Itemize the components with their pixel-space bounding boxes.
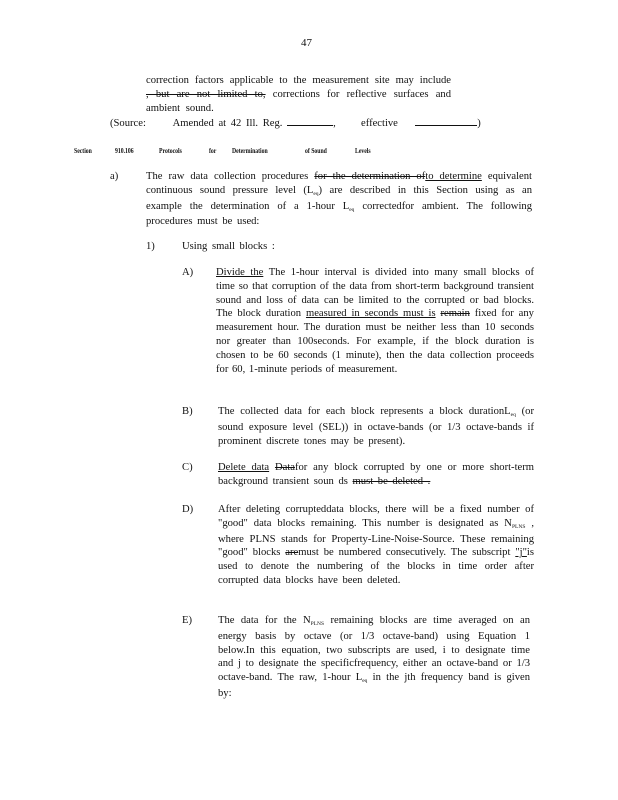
intro-text-end: corrections for reflective surfaces and ambient sound.	[146, 88, 451, 114]
item-a-text-1: The 1-hour interval is divided into many small blocks of time so that corruption of the data from short-term background transient sound and loss of data can be limited to the corrupted or bad blocks. The block duration	[216, 267, 534, 320]
intro-paragraph	[146, 74, 451, 115]
item-d-text-3: must be numbered consecutively. The subscript	[298, 547, 511, 559]
para-a-struck: for the determination of	[314, 171, 426, 182]
item-b-text	[218, 405, 534, 448]
item-e-subscript: PLNS	[310, 621, 325, 627]
item-e-text	[218, 614, 530, 701]
item-c-text	[218, 461, 534, 489]
effective-date-blank	[415, 125, 477, 126]
para-a-text-3: ) are described in this Section using as an example the determination of a 1-hour L	[146, 184, 532, 212]
item-c-struck-1: Data	[274, 462, 295, 473]
page-number: 47	[301, 37, 312, 49]
source-effective: effective	[361, 118, 398, 129]
item-d-inserted: "j"	[515, 547, 527, 559]
para-a-inserted: to determine	[425, 171, 482, 182]
item-e-text-3: in the jth frequency band is given by:	[218, 672, 530, 699]
para-a-subscript-1: eq	[313, 190, 319, 197]
source-amended: Amended at 42 Ill. Reg.	[172, 118, 283, 129]
para-a-text-4: correctedfor ambient. The following procedures must be used:	[146, 200, 532, 228]
section-title-word-2: for	[209, 147, 217, 155]
section-label: Section	[74, 147, 92, 155]
section-title-word-1: Protocols	[159, 147, 182, 155]
source-line: (Source: Amended at 42 Ill. Reg. , effective )	[110, 118, 481, 129]
section-title-word-5: Levels	[355, 147, 371, 155]
item-b-subscript: eq	[510, 412, 516, 418]
item-a-text	[216, 266, 534, 376]
source-open: (Source:	[110, 118, 146, 129]
item-c-text-1: for any block corrupted by one or more short-term background transient soun ds	[218, 462, 535, 487]
item-d-text-1: After deleting corrupteddata blocks, there will be a fixed number of "good" data blocks remaining. This number is designated as N	[218, 504, 534, 529]
intro-struck-text: , but are not limited to,	[146, 88, 266, 100]
item-a-inserted-2: measured in seconds must is	[305, 308, 436, 320]
item-1-text: Using small blocks :	[182, 241, 275, 252]
para-a-text-1: The raw data collection procedures	[146, 171, 309, 182]
item-a-struck: remain	[440, 308, 470, 320]
item-d-struck: are	[285, 547, 299, 559]
item-d-subscript: PLNS	[511, 523, 526, 530]
intro-text: correction factors applicable to the measurement site may include	[146, 75, 451, 86]
section-number: 910.106	[115, 147, 134, 155]
item-d-text	[218, 503, 534, 588]
register-blank	[287, 125, 333, 126]
item-c-struck-2: must be deleted .	[352, 475, 431, 487]
item-d-label: D)	[182, 504, 194, 515]
item-b-text-2: (or sound exposure level (SEL)) in octave-bands (or 1/3 octave-bands if prominent discrete tones may be present).	[218, 406, 534, 447]
item-b-label: B)	[182, 406, 193, 417]
section-title-word-3: Determination	[232, 147, 268, 155]
item-e-subscript-2: eq	[362, 678, 368, 685]
item-c-inserted: Delete data	[218, 462, 270, 473]
item-d-text-4: is used to denote the numbering of the blocks in time order after corrupted data blocks have been deleted.	[218, 547, 534, 586]
para-a-subscript-2: eq	[349, 206, 355, 213]
para-a-label: a)	[110, 171, 119, 182]
item-e-label: E)	[182, 615, 192, 626]
item-b-text-1: The collected data for each block represents a block durationL	[218, 406, 511, 417]
para-a-text	[146, 170, 532, 229]
para-a-text-2: equivalent continuous sound pressure level (L	[146, 171, 532, 196]
item-a-inserted-1: Divide the	[216, 267, 264, 278]
item-a-label: A)	[182, 267, 194, 278]
item-e-text-2: remaining blocks are time averaged on an energy basis by octave (or 1/3 octave-band) using Equation 1 below.In this equation, two subscripts are used, i to designate time and j to designate the specificfrequency, either an octave-band or 1/3 octave-band. The raw, 1-hour L	[218, 615, 530, 684]
item-e-text-1: The data for the N	[218, 615, 311, 626]
item-c-label: C)	[182, 462, 193, 473]
item-a-text-2: fixed for any measurement hour. The duration must be neither less than 10 seconds nor greater than 100seconds. For example, if the block duration is chosen to be 60 seconds (1 minute), then the data collection proceeds for 60, 1-minute periods of measurement.	[216, 308, 534, 375]
item-d-text-2: , where PLNS stands for Property-Line-Noise-Source. These remaining "good" blocks	[218, 517, 534, 559]
section-title-word-4: of Sound	[305, 147, 327, 155]
source-close: )	[477, 118, 481, 129]
item-1-label: 1)	[146, 241, 155, 252]
